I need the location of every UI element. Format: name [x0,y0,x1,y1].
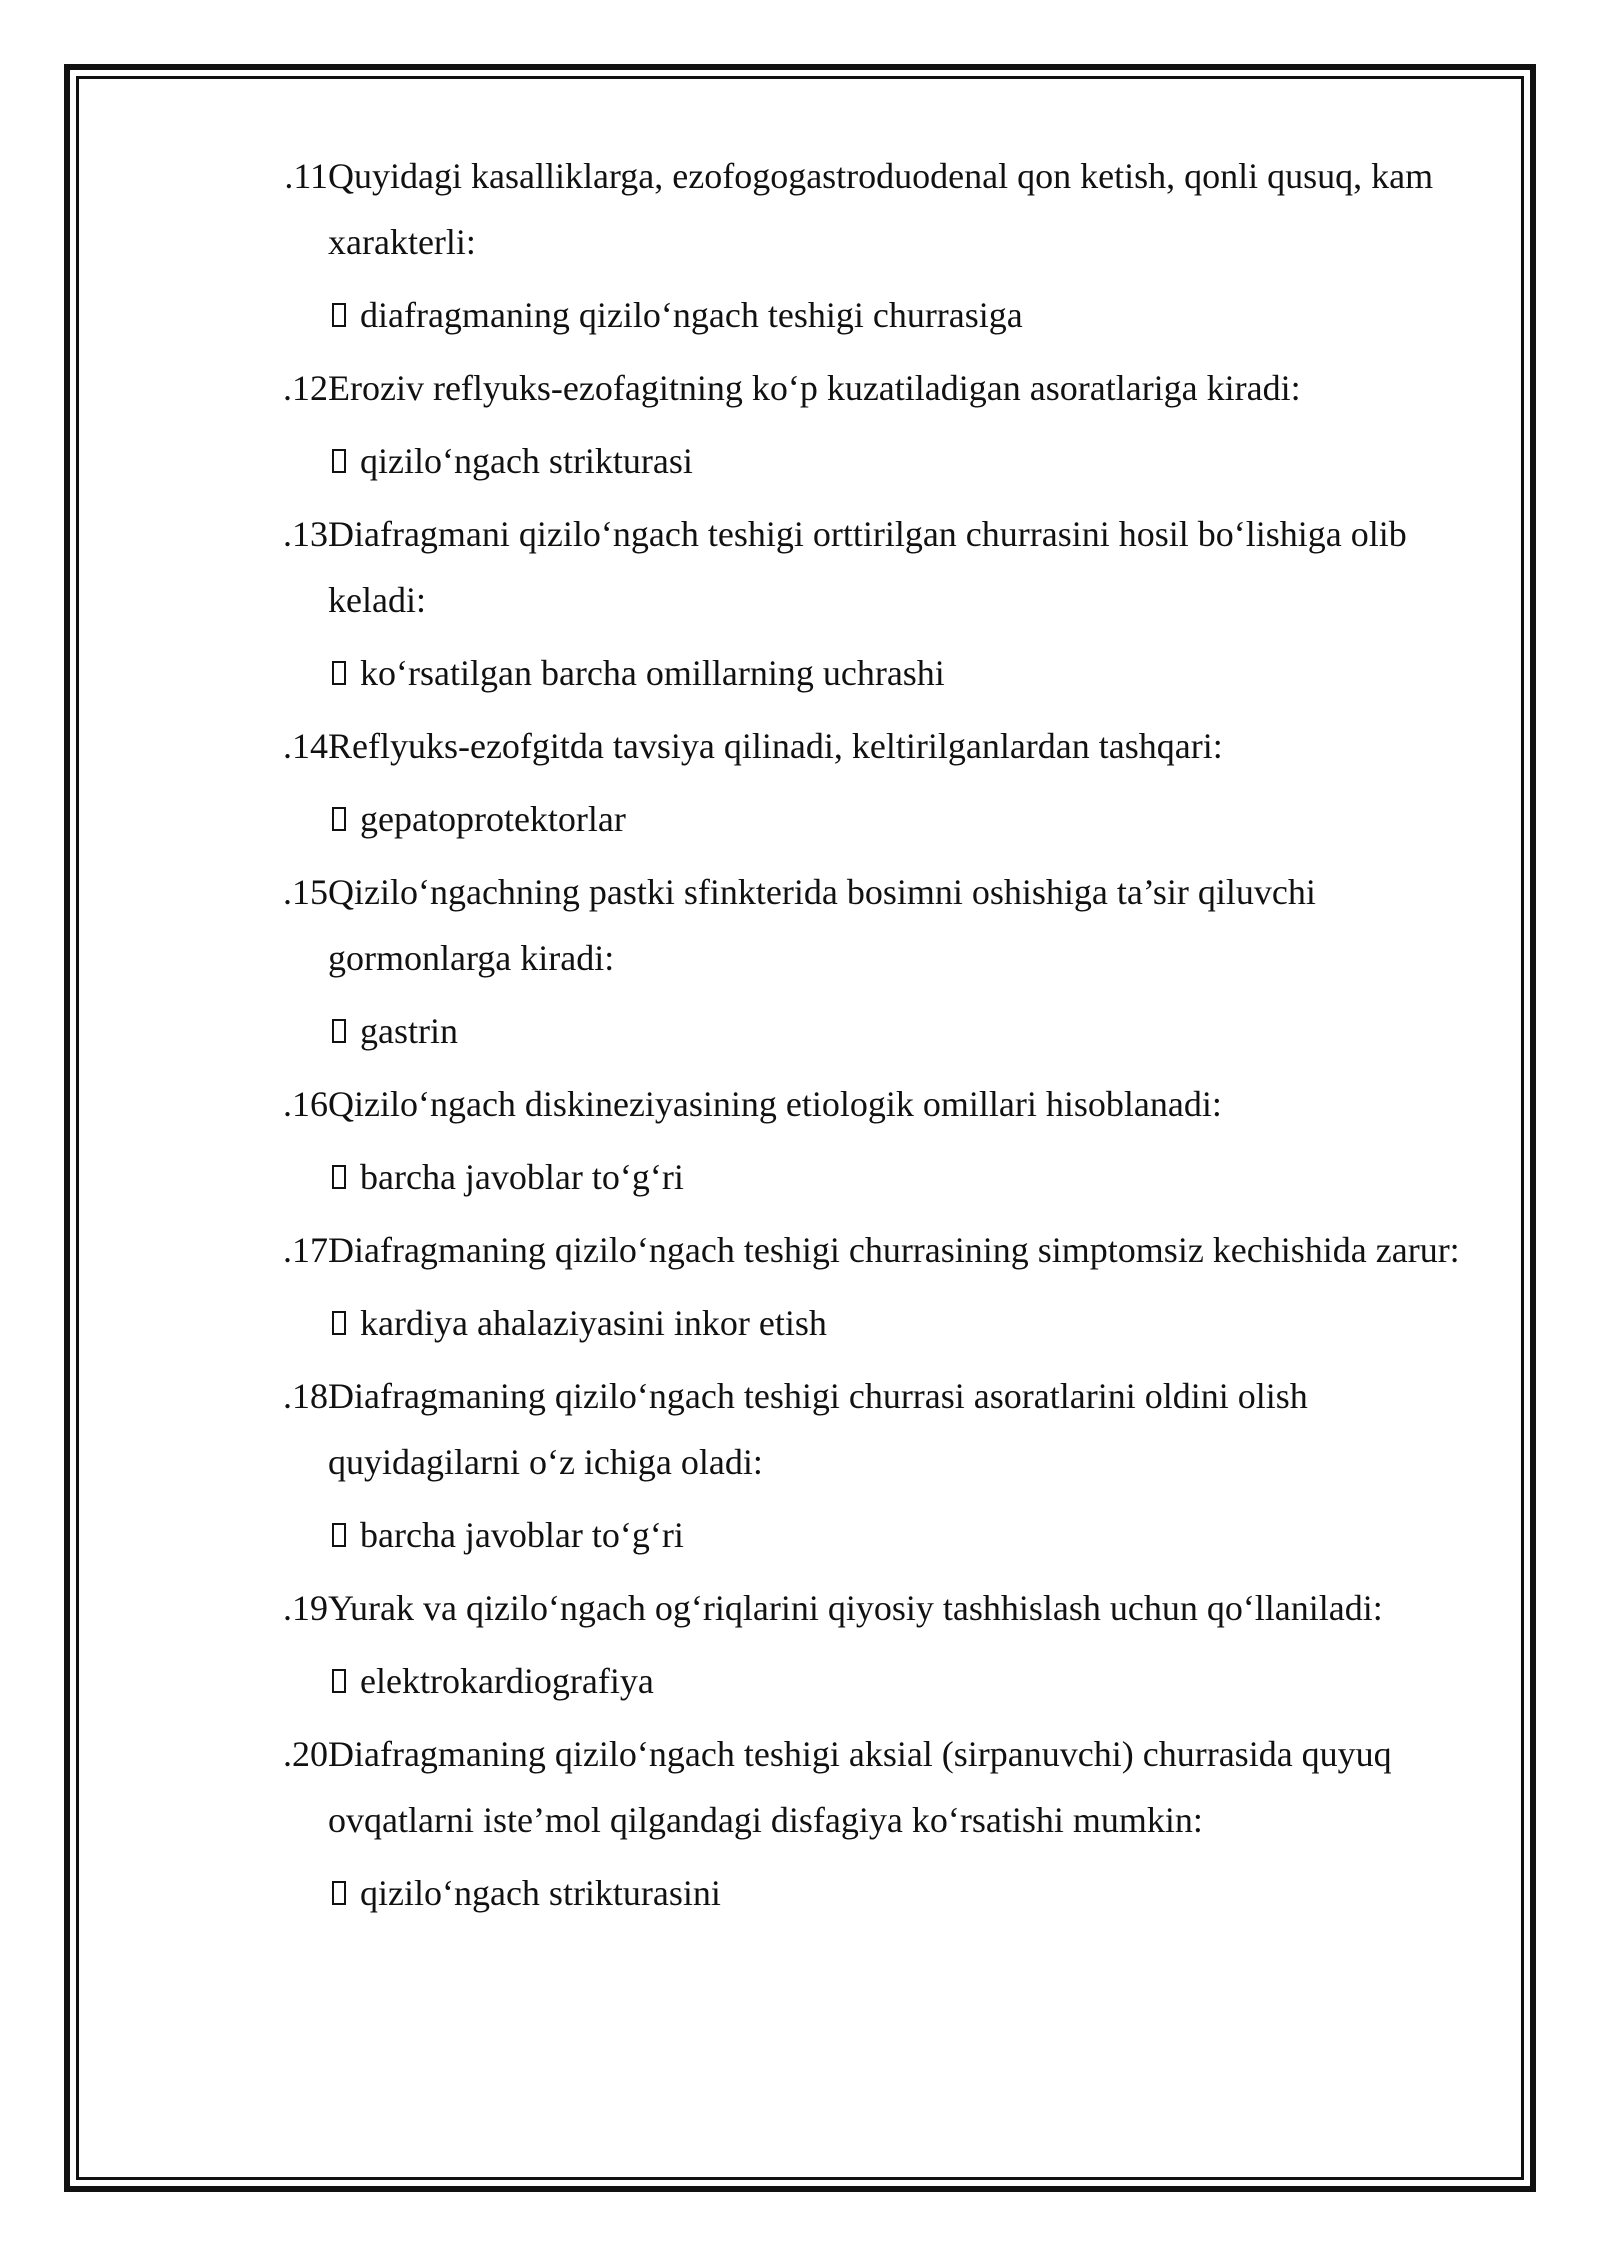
question-text: Yurak va qizilo‘ngach og‘riqlarini qiyosiy tashhislash uchun qo‘llaniladi: [328,1588,1383,1628]
answer [328,1290,1498,1356]
answer-text: gastrin [360,1011,458,1051]
question [278,355,1498,421]
question-text: Reflyuks-ezofgitda tavsiya qilinadi, keltirilganlardan tashqari: [328,726,1223,766]
question [278,501,1498,633]
question-item-12 [278,355,1498,494]
question-text: Diafragmani qizilo‘ngach teshigi orttirilgan churrasini hosil bo‘lishiga olib keladi: [328,514,1407,620]
question-item-18 [278,1363,1498,1568]
answer-text: elektrokardiografiya [360,1661,654,1701]
answer-text: qizilo‘ngach strikturasi [360,441,693,481]
missing-glyph-box-icon [332,1311,346,1335]
question-text: Diafragmaning qizilo‘ngach teshigi aksial (sirpanuvchi) churrasida quyuq ovqatlarni iste’mol qilgandagi disfagiya ko‘rsatishi mumkin: [328,1734,1392,1840]
question-number: 19. [283,1588,328,1628]
question-number: 17. [283,1230,328,1270]
answer [328,1144,1498,1210]
answer-text: kardiya ahalaziyasini inkor etish [360,1303,827,1343]
question-number: 15. [283,872,328,912]
question-item-14 [278,713,1498,852]
question-item-20 [278,1721,1498,1926]
missing-glyph-box-icon [332,661,346,685]
question-item-16 [278,1071,1498,1210]
missing-glyph-box-icon [332,1669,346,1693]
answer [328,786,1498,852]
question-number: 12. [283,368,328,408]
answer [328,1502,1498,1568]
answer [328,998,1498,1064]
question-text: Qizilo‘ngach diskineziyasining etiologik omillari hisoblanadi: [328,1084,1222,1124]
missing-glyph-box-icon [332,1523,346,1547]
question [278,1363,1498,1495]
answer-text: diafragmaning qizilo‘ngach teshigi churrasiga [360,295,1023,335]
question-text: Diafragmaning qizilo‘ngach teshigi churrasining simptomsiz kechishida zarur: [328,1230,1460,1270]
answer-text: barcha javoblar to‘g‘ri [360,1515,684,1555]
question [278,143,1498,275]
answer-text: barcha javoblar to‘g‘ri [360,1157,684,1197]
question-item-19 [278,1575,1498,1714]
question-number: 14. [283,726,328,766]
question-number: 16. [283,1084,328,1124]
answer [328,428,1498,494]
answer [328,1860,1498,1926]
question-item-15 [278,859,1498,1064]
missing-glyph-box-icon [332,449,346,473]
answer [328,282,1498,348]
question [278,1721,1498,1853]
answer [328,640,1498,706]
answer [328,1648,1498,1714]
question-text: Quyidagi kasalliklarga, ezofogogastroduodenal qon ketish, qonli qusuq, kam xarakterli: [328,156,1434,262]
missing-glyph-box-icon [332,807,346,831]
question [278,1575,1498,1641]
question [278,1217,1498,1283]
question [278,859,1498,991]
question [278,1071,1498,1137]
answer-text: ko‘rsatilgan barcha omillarning uchrashi [360,653,945,693]
question-item-17 [278,1217,1498,1356]
missing-glyph-box-icon [332,303,346,327]
missing-glyph-box-icon [332,1881,346,1905]
question-number: 11. [284,156,328,196]
question-list [278,143,1498,1933]
question-number: 18. [283,1376,328,1416]
question-text: Qizilo‘ngachning pastki sfinkterida bosimni oshishiga ta’sir qiluvchi gormonlarga kiradi: [328,872,1316,978]
question-item-13 [278,501,1498,706]
question-number: 13. [283,514,328,554]
missing-glyph-box-icon [332,1165,346,1189]
question-number: 20. [283,1734,328,1774]
answer-text: gepatoprotektorlar [360,799,626,839]
missing-glyph-box-icon [332,1019,346,1043]
question-text: Eroziv reflyuks-ezofagitning ko‘p kuzatiladigan asoratlariga kiradi: [328,368,1301,408]
question-text: Diafragmaning qizilo‘ngach teshigi churrasi asoratlarini oldini olish quyidagilarni o‘z ichiga oladi: [328,1376,1308,1482]
answer-text: qizilo‘ngach strikturasini [360,1873,721,1913]
question [278,713,1498,779]
question-item-11 [278,143,1498,348]
